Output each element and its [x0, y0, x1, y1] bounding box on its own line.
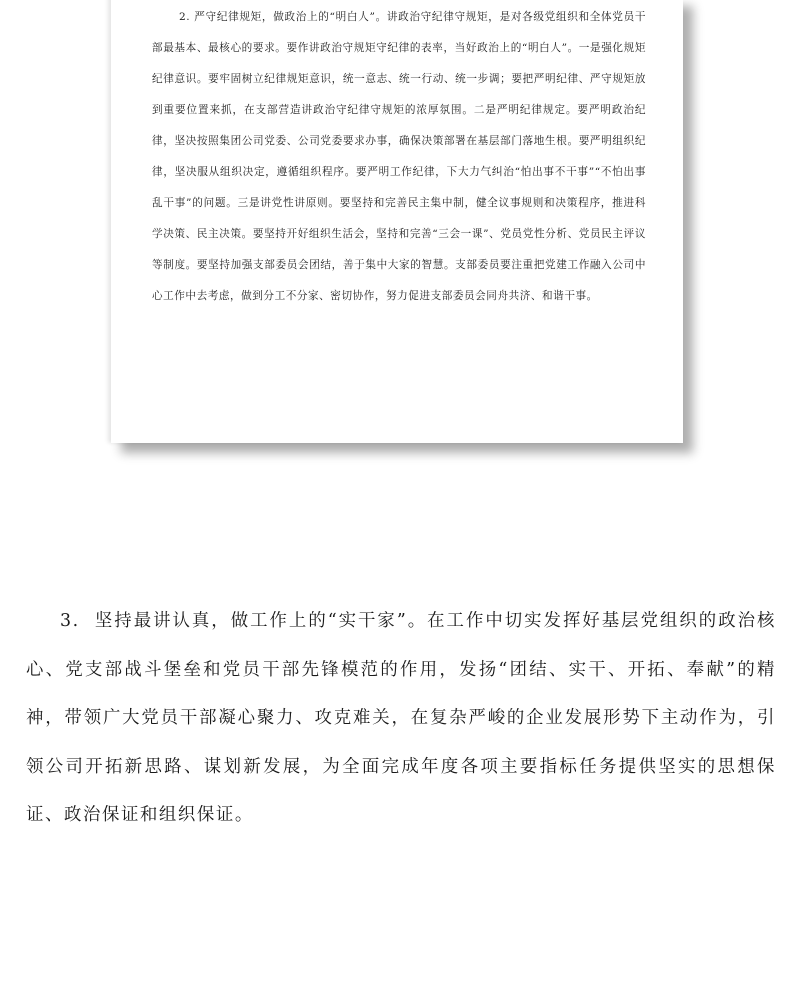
paragraph-2-body: 讲政治守纪律守规矩，是对各级党组织和全体党员干部最基本、最核心的要求。要作讲政治守规矩守纪律的表率，当好政治上的“明白人”。一是强化规矩纪律意识。要牢固树立纪律规矩意识，统一意志、统一行动、统一步调；要把严明纪律、严守规矩放到重要位置来抓，在支部营造讲政治守纪律守规矩的浓厚氛围。二是严明纪律规定。要严明政治纪律，坚决按照集团公司党委、公司党委要求办事，确保决策部署在基层部门落地生根。要严明组织纪律，坚决服从组织决定，遵循组织程序。要严明工作纪律，下大力气纠治“怕出事不干事”“不怕出事乱干事”的问题。三是讲党性讲原则。要坚持和完善民主集中制，健全议事规则和决策程序，推进科学决策、民主决策。要坚持开好组织生活会，坚持和完善“三会一课”、党员党性分析、党员民主评议等制度。要坚持加强支部委员会团结，善于集中大家的智慧。支部委员要注重把党建工作融入公司中心工作中去考虑，做到分工不分家、密切协作，努力促进支部委员会同舟共济、和谐干事。 [152, 11, 646, 302]
paragraph-3-number: 3. [60, 611, 80, 631]
page-preview-text [152, 2, 646, 312]
paragraph-2-heading: 严守纪律规矩，做政治上的“明白人”。 [194, 11, 387, 23]
paragraph-3-body: 在工作中切实发挥好基层党组织的政治核心、党支部战斗堡垒和党员干部先锋模范的作用，发扬“团结、实干、开拓、奉献”的精神，带领广大党员干部凝心聚力、攻克难关，在复杂严峻的企业发展形势下主动作为，引领公司开拓新思路、谋划新发展，为全面完成年度各项主要指标任务提供坚实的思想保证、政治保证和组织保证。 [26, 611, 776, 825]
paragraph-2 [152, 2, 646, 312]
document-page-preview [111, 0, 683, 443]
paragraph-3-heading: 坚持最讲认真，做工作上的“实干家”。 [94, 611, 428, 631]
paragraph-2-number: 2. [179, 11, 191, 23]
paragraph-3 [26, 597, 776, 840]
document-body-text [26, 597, 776, 840]
